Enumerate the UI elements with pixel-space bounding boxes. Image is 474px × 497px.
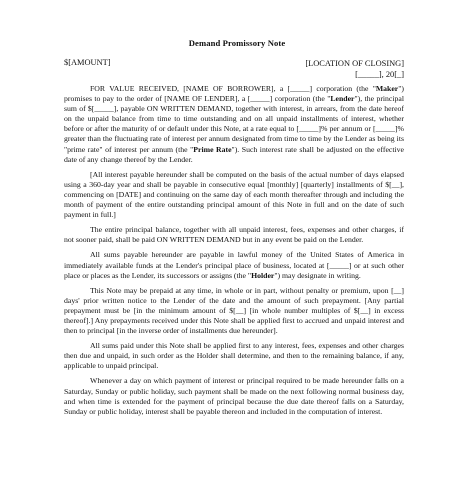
- paragraph-text: This Note may be prepaid at any time, in whole or in part, without penalty or premium, upon [__] days' prior written notice to the Lender of the date and the amount of such prepayment. [Any partial prepayment must be [in the minimum amount of $[__] [in whole number multiples of $[__] in excess thereof].] Any prepayments received under this Note shall be applied first to accrued and unpaid interest and then to principal [in the inverse order of installments due hereunder].: [64, 285, 404, 336]
- paragraph-text: "). Such interest rate shall be adjusted on the effective date of any change thereof by the Lender.: [64, 144, 404, 164]
- paragraph-text: "), the principal sum of $[_____], payable ON WRITTEN DEMAND, together with interest, in arrears, from the date hereof on the unpaid balance from time to time outstanding and on all unpaid installments of interest, whether before or after the maturity of or default under this Note, at a rate equal to [_____]% per annum or [_____]% greater than the fluctuating rate of interest per annum designated from time to time by the Lender as being its "prime rate" of interest per annum (the ": [64, 94, 404, 154]
- document-body: [64, 84, 404, 422]
- paragraph: [64, 84, 404, 165]
- location-of-closing: [LOCATION OF CLOSING]: [305, 59, 404, 68]
- paragraph: [64, 170, 404, 220]
- paragraph-text: All sums payable hereunder are payable in lawful money of the United States of America in immediately available funds at the Lender's principal place of business, located at [_____] or at such other place or places as the Lender, its successors or assigns (the ": [64, 250, 404, 280]
- document-title: Demand Promissory Note: [188, 38, 286, 48]
- paragraph-text: Whenever a day on which payment of interest or principal required to be made hereunder falls on a Saturday, Sunday or public holiday, such payment shall be made on the next following normal business day, and when time is extended for the payment of principal because the due date thereof falls on a Saturday, Sunday or public holiday, interest shall be payable thereon and included in the computation of interest.: [64, 376, 404, 416]
- date-line: [_____], 20[_]: [355, 70, 404, 79]
- paragraph-text: All sums paid under this Note shall be applied first to any interest, fees, expenses and other charges then due and unpaid, in such order as the Holder shall determine, and then to the remaining balance, if any, applicable to unpaid principal.: [64, 341, 404, 371]
- paragraph: [64, 341, 404, 371]
- defined-term: Lender: [330, 94, 355, 104]
- paragraph-text: [All interest payable hereunder shall be computed on the basis of the actual number of days elapsed using a 360-day year and shall be payable in consecutive equal [monthly] [quarterly] installments of $[__], commencing on [DATE] and continuing on the same day of each month thereafter through and including the month of payment of the entire outstanding principal amount of this Note in full and on the date of such payment in full.]: [64, 169, 404, 220]
- paragraph: [64, 286, 404, 336]
- paragraph: [64, 250, 404, 280]
- paragraph-text: The entire principal balance, together with all unpaid interest, fees, expenses and other charges, if not sooner paid, shall be paid ON WRITTEN DEMAND but in any event be paid on the Lender.: [64, 225, 404, 245]
- paragraph: [64, 225, 404, 245]
- amount-field: $[AMOUNT]: [64, 58, 111, 67]
- defined-term: Holder: [251, 270, 275, 280]
- paragraph-text: FOR VALUE RECEIVED, [NAME OF BORROWER], a [_____] corporation (the ": [90, 84, 376, 93]
- location-block: [305, 58, 404, 80]
- defined-term: Maker: [375, 84, 399, 93]
- defined-term: Prime Rate: [193, 144, 232, 154]
- paragraph-text: ") may designate in writing.: [274, 270, 361, 280]
- paragraph-text: ") promises to pay to the order of [NAME OF LENDER], a [_____] corporation (the ": [64, 84, 404, 104]
- paragraph: [64, 376, 404, 416]
